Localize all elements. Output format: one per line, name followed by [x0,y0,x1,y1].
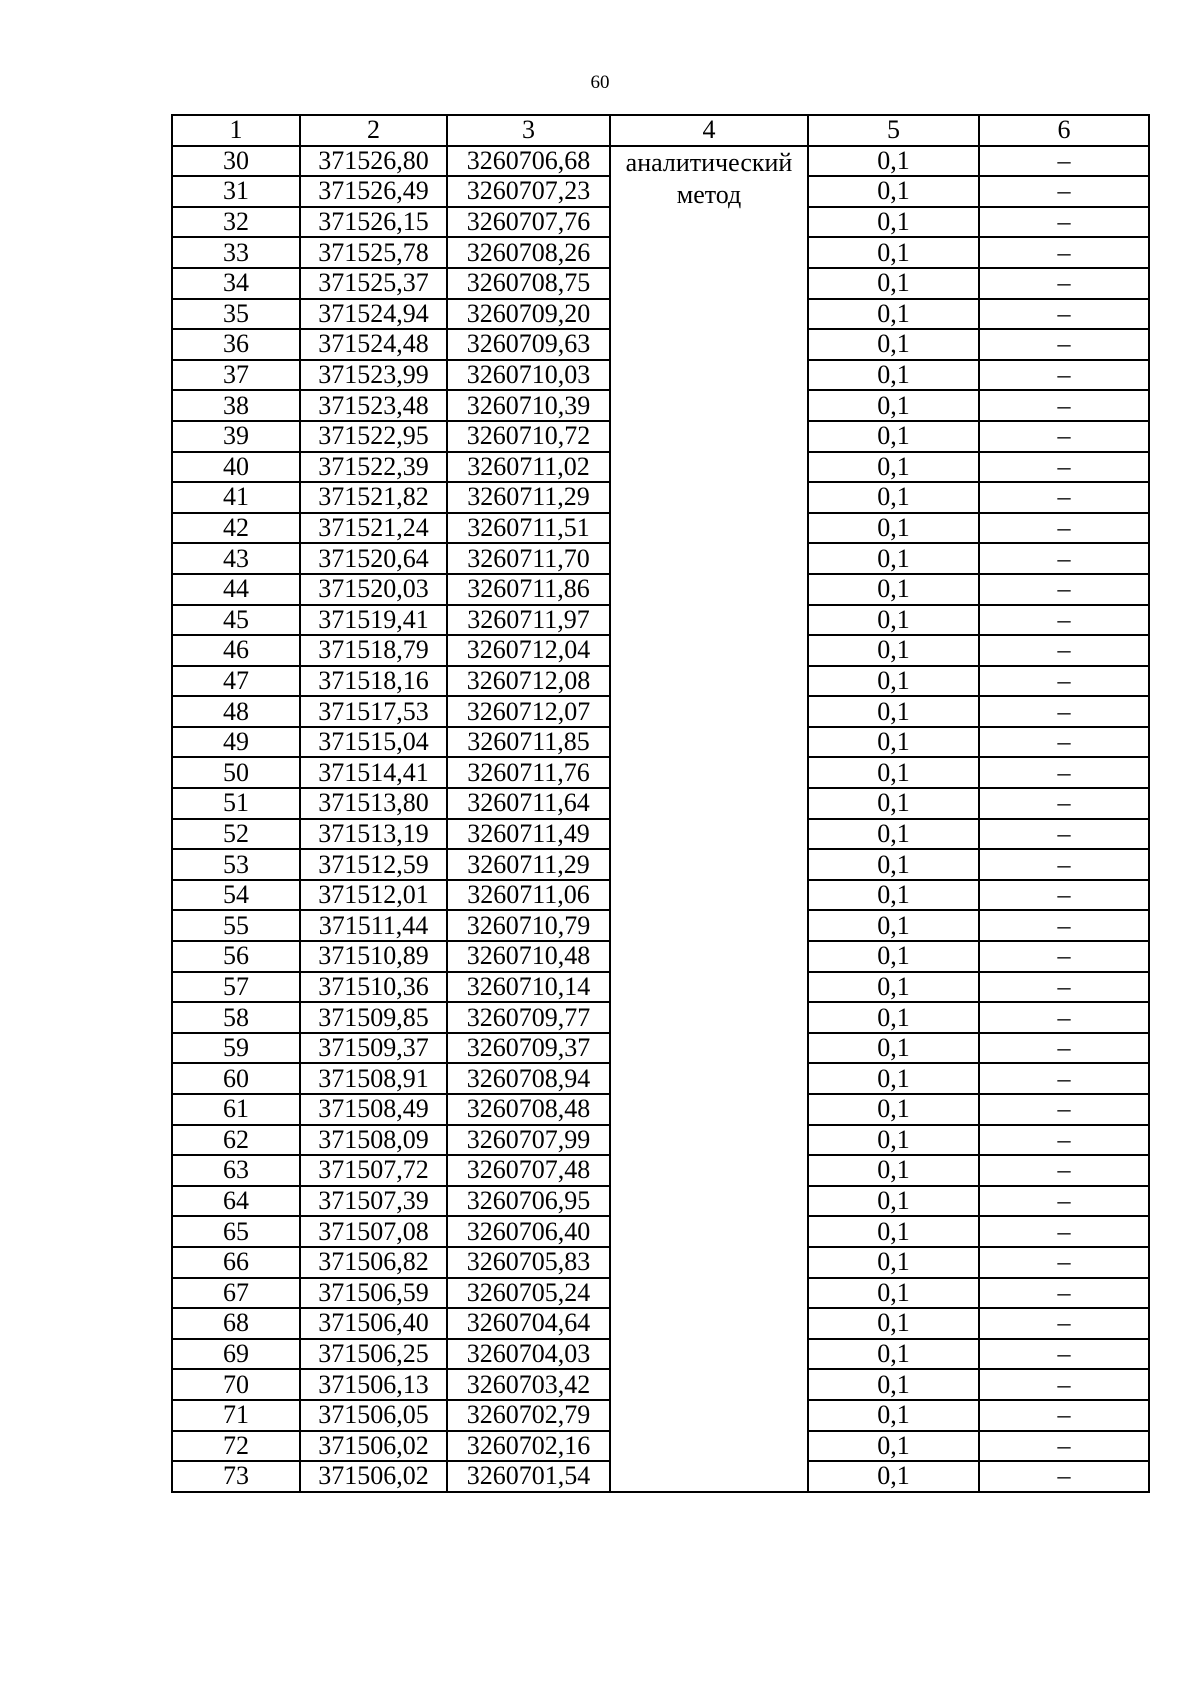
note-cell: – [979,268,1149,299]
x-coordinate-cell: 371509,85 [300,1002,447,1033]
x-coordinate-cell: 371506,82 [300,1247,447,1278]
accuracy-cell: 0,1 [808,237,979,268]
x-coordinate-cell: 371513,19 [300,819,447,850]
note-cell: – [979,819,1149,850]
point-number-cell: 30 [172,146,300,177]
accuracy-cell: 0,1 [808,788,979,819]
point-number-cell: 36 [172,329,300,360]
x-coordinate-cell: 371507,39 [300,1186,447,1217]
accuracy-cell: 0,1 [808,268,979,299]
x-coordinate-cell: 371525,37 [300,268,447,299]
point-number-cell: 42 [172,513,300,544]
y-coordinate-cell: 3260708,48 [447,1094,610,1125]
accuracy-cell: 0,1 [808,299,979,330]
x-coordinate-cell: 371506,13 [300,1369,447,1400]
x-coordinate-cell: 371515,04 [300,727,447,758]
point-number-cell: 35 [172,299,300,330]
y-coordinate-cell: 3260711,70 [447,543,610,574]
point-number-cell: 44 [172,574,300,605]
point-number-cell: 38 [172,390,300,421]
y-coordinate-cell: 3260707,48 [447,1155,610,1186]
x-coordinate-cell: 371517,53 [300,696,447,727]
x-coordinate-cell: 371523,48 [300,390,447,421]
accuracy-cell: 0,1 [808,910,979,941]
header-col-2: 2 [300,115,447,146]
x-coordinate-cell: 371510,89 [300,941,447,972]
accuracy-cell: 0,1 [808,1125,979,1156]
note-cell: – [979,1216,1149,1247]
note-cell: – [979,1094,1149,1125]
note-cell: – [979,1247,1149,1278]
accuracy-cell: 0,1 [808,360,979,391]
note-cell: – [979,1461,1149,1492]
header-col-5: 5 [808,115,979,146]
x-coordinate-cell: 371506,05 [300,1400,447,1431]
accuracy-cell: 0,1 [808,1186,979,1217]
note-cell: – [979,360,1149,391]
method-cell: аналитический метод [610,146,808,1492]
x-coordinate-cell: 371506,25 [300,1339,447,1370]
y-coordinate-cell: 3260704,64 [447,1308,610,1339]
accuracy-cell: 0,1 [808,146,979,177]
x-coordinate-cell: 371511,44 [300,910,447,941]
y-coordinate-cell: 3260709,20 [447,299,610,330]
accuracy-cell: 0,1 [808,1247,979,1278]
x-coordinate-cell: 371520,03 [300,574,447,605]
point-number-cell: 50 [172,757,300,788]
table-header [172,115,1149,146]
point-number-cell: 48 [172,696,300,727]
y-coordinate-cell: 3260712,04 [447,635,610,666]
y-coordinate-cell: 3260710,14 [447,972,610,1003]
point-number-cell: 68 [172,1308,300,1339]
y-coordinate-cell: 3260711,02 [447,452,610,483]
x-coordinate-cell: 371522,95 [300,421,447,452]
note-cell: – [979,910,1149,941]
accuracy-cell: 0,1 [808,635,979,666]
point-number-cell: 65 [172,1216,300,1247]
note-cell: – [979,849,1149,880]
accuracy-cell: 0,1 [808,972,979,1003]
y-coordinate-cell: 3260705,24 [447,1278,610,1309]
note-cell: – [979,452,1149,483]
note-cell: – [979,1431,1149,1462]
y-coordinate-cell: 3260707,99 [447,1125,610,1156]
y-coordinate-cell: 3260711,06 [447,880,610,911]
point-number-cell: 39 [172,421,300,452]
point-number-cell: 60 [172,1063,300,1094]
note-cell: – [979,788,1149,819]
y-coordinate-cell: 3260709,37 [447,1033,610,1064]
x-coordinate-cell: 371524,48 [300,329,447,360]
note-cell: – [979,482,1149,513]
note-cell: – [979,1339,1149,1370]
y-coordinate-cell: 3260710,79 [447,910,610,941]
y-coordinate-cell: 3260702,16 [447,1431,610,1462]
accuracy-cell: 0,1 [808,1278,979,1309]
point-number-cell: 40 [172,452,300,483]
header-col-3: 3 [447,115,610,146]
x-coordinate-cell: 371523,99 [300,360,447,391]
accuracy-cell: 0,1 [808,1400,979,1431]
table-body [172,146,1149,1492]
x-coordinate-cell: 371514,41 [300,757,447,788]
y-coordinate-cell: 3260710,03 [447,360,610,391]
note-cell: – [979,696,1149,727]
note-cell: – [979,1063,1149,1094]
accuracy-cell: 0,1 [808,819,979,850]
point-number-cell: 58 [172,1002,300,1033]
x-coordinate-cell: 371510,36 [300,972,447,1003]
y-coordinate-cell: 3260708,94 [447,1063,610,1094]
point-number-cell: 34 [172,268,300,299]
note-cell: – [979,1033,1149,1064]
note-cell: – [979,666,1149,697]
point-number-cell: 32 [172,207,300,238]
note-cell: – [979,1308,1149,1339]
note-cell: – [979,880,1149,911]
x-coordinate-cell: 371522,39 [300,452,447,483]
point-number-cell: 71 [172,1400,300,1431]
note-cell: – [979,1125,1149,1156]
y-coordinate-cell: 3260711,29 [447,849,610,880]
point-number-cell: 61 [172,1094,300,1125]
y-coordinate-cell: 3260706,68 [447,146,610,177]
note-cell: – [979,1278,1149,1309]
accuracy-cell: 0,1 [808,207,979,238]
y-coordinate-cell: 3260711,49 [447,819,610,850]
point-number-cell: 69 [172,1339,300,1370]
table-row [172,146,1149,177]
y-coordinate-cell: 3260711,51 [447,513,610,544]
y-coordinate-cell: 3260711,85 [447,727,610,758]
point-number-cell: 64 [172,1186,300,1217]
x-coordinate-cell: 371520,64 [300,543,447,574]
point-number-cell: 67 [172,1278,300,1309]
point-number-cell: 63 [172,1155,300,1186]
accuracy-cell: 0,1 [808,1431,979,1462]
point-number-cell: 37 [172,360,300,391]
note-cell: – [979,941,1149,972]
x-coordinate-cell: 371526,80 [300,146,447,177]
accuracy-cell: 0,1 [808,543,979,574]
header-row [172,115,1149,146]
note-cell: – [979,635,1149,666]
x-coordinate-cell: 371506,59 [300,1278,447,1309]
y-coordinate-cell: 3260705,83 [447,1247,610,1278]
x-coordinate-cell: 371509,37 [300,1033,447,1064]
y-coordinate-cell: 3260712,07 [447,696,610,727]
point-number-cell: 31 [172,176,300,207]
x-coordinate-cell: 371506,02 [300,1431,447,1462]
x-coordinate-cell: 371518,16 [300,666,447,697]
accuracy-cell: 0,1 [808,482,979,513]
point-number-cell: 55 [172,910,300,941]
accuracy-cell: 0,1 [808,727,979,758]
x-coordinate-cell: 371526,49 [300,176,447,207]
accuracy-cell: 0,1 [808,1033,979,1064]
point-number-cell: 62 [172,1125,300,1156]
x-coordinate-cell: 371525,78 [300,237,447,268]
y-coordinate-cell: 3260708,26 [447,237,610,268]
note-cell: – [979,727,1149,758]
point-number-cell: 73 [172,1461,300,1492]
point-number-cell: 49 [172,727,300,758]
point-number-cell: 70 [172,1369,300,1400]
y-coordinate-cell: 3260710,48 [447,941,610,972]
x-coordinate-cell: 371507,08 [300,1216,447,1247]
x-coordinate-cell: 371508,09 [300,1125,447,1156]
page-number: 60 [590,72,610,93]
x-coordinate-cell: 371512,01 [300,880,447,911]
y-coordinate-cell: 3260710,39 [447,390,610,421]
x-coordinate-cell: 371506,40 [300,1308,447,1339]
y-coordinate-cell: 3260711,86 [447,574,610,605]
accuracy-cell: 0,1 [808,1155,979,1186]
y-coordinate-cell: 3260711,97 [447,605,610,636]
y-coordinate-cell: 3260706,95 [447,1186,610,1217]
y-coordinate-cell: 3260707,23 [447,176,610,207]
x-coordinate-cell: 371506,02 [300,1461,447,1492]
note-cell: – [979,237,1149,268]
point-number-cell: 47 [172,666,300,697]
y-coordinate-cell: 3260711,29 [447,482,610,513]
x-coordinate-cell: 371512,59 [300,849,447,880]
point-number-cell: 33 [172,237,300,268]
accuracy-cell: 0,1 [808,1094,979,1125]
y-coordinate-cell: 3260703,42 [447,1369,610,1400]
accuracy-cell: 0,1 [808,1308,979,1339]
y-coordinate-cell: 3260712,08 [447,666,610,697]
y-coordinate-cell: 3260704,03 [447,1339,610,1370]
point-number-cell: 59 [172,1033,300,1064]
accuracy-cell: 0,1 [808,1461,979,1492]
accuracy-cell: 0,1 [808,941,979,972]
point-number-cell: 52 [172,819,300,850]
accuracy-cell: 0,1 [808,329,979,360]
y-coordinate-cell: 3260706,40 [447,1216,610,1247]
accuracy-cell: 0,1 [808,696,979,727]
y-coordinate-cell: 3260709,63 [447,329,610,360]
note-cell: – [979,972,1149,1003]
x-coordinate-cell: 371513,80 [300,788,447,819]
accuracy-cell: 0,1 [808,390,979,421]
accuracy-cell: 0,1 [808,421,979,452]
x-coordinate-cell: 371518,79 [300,635,447,666]
note-cell: – [979,1369,1149,1400]
accuracy-cell: 0,1 [808,666,979,697]
x-coordinate-cell: 371519,41 [300,605,447,636]
header-col-1: 1 [172,115,300,146]
x-coordinate-cell: 371507,72 [300,1155,447,1186]
accuracy-cell: 0,1 [808,880,979,911]
y-coordinate-cell: 3260708,75 [447,268,610,299]
x-coordinate-cell: 371526,15 [300,207,447,238]
accuracy-cell: 0,1 [808,574,979,605]
note-cell: – [979,207,1149,238]
note-cell: – [979,146,1149,177]
point-number-cell: 41 [172,482,300,513]
x-coordinate-cell: 371508,91 [300,1063,447,1094]
note-cell: – [979,421,1149,452]
x-coordinate-cell: 371521,82 [300,482,447,513]
accuracy-cell: 0,1 [808,1002,979,1033]
x-coordinate-cell: 371508,49 [300,1094,447,1125]
point-number-cell: 72 [172,1431,300,1462]
point-number-cell: 57 [172,972,300,1003]
x-coordinate-cell: 371521,24 [300,513,447,544]
accuracy-cell: 0,1 [808,176,979,207]
note-cell: – [979,543,1149,574]
accuracy-cell: 0,1 [808,1369,979,1400]
point-number-cell: 45 [172,605,300,636]
accuracy-cell: 0,1 [808,513,979,544]
note-cell: – [979,574,1149,605]
x-coordinate-cell: 371524,94 [300,299,447,330]
note-cell: – [979,605,1149,636]
coordinates-table [171,114,1150,1493]
note-cell: – [979,1155,1149,1186]
accuracy-cell: 0,1 [808,605,979,636]
note-cell: – [979,390,1149,421]
y-coordinate-cell: 3260702,79 [447,1400,610,1431]
accuracy-cell: 0,1 [808,757,979,788]
point-number-cell: 43 [172,543,300,574]
accuracy-cell: 0,1 [808,849,979,880]
y-coordinate-cell: 3260710,72 [447,421,610,452]
header-col-6: 6 [979,115,1149,146]
note-cell: – [979,1186,1149,1217]
y-coordinate-cell: 3260711,64 [447,788,610,819]
note-cell: – [979,329,1149,360]
note-cell: – [979,513,1149,544]
accuracy-cell: 0,1 [808,1063,979,1094]
point-number-cell: 66 [172,1247,300,1278]
accuracy-cell: 0,1 [808,452,979,483]
y-coordinate-cell: 3260711,76 [447,757,610,788]
note-cell: – [979,757,1149,788]
y-coordinate-cell: 3260701,54 [447,1461,610,1492]
point-number-cell: 54 [172,880,300,911]
note-cell: – [979,1400,1149,1431]
accuracy-cell: 0,1 [808,1216,979,1247]
y-coordinate-cell: 3260707,76 [447,207,610,238]
y-coordinate-cell: 3260709,77 [447,1002,610,1033]
point-number-cell: 51 [172,788,300,819]
note-cell: – [979,1002,1149,1033]
point-number-cell: 53 [172,849,300,880]
point-number-cell: 46 [172,635,300,666]
note-cell: – [979,299,1149,330]
note-cell: – [979,176,1149,207]
header-col-4: 4 [610,115,808,146]
accuracy-cell: 0,1 [808,1339,979,1370]
point-number-cell: 56 [172,941,300,972]
